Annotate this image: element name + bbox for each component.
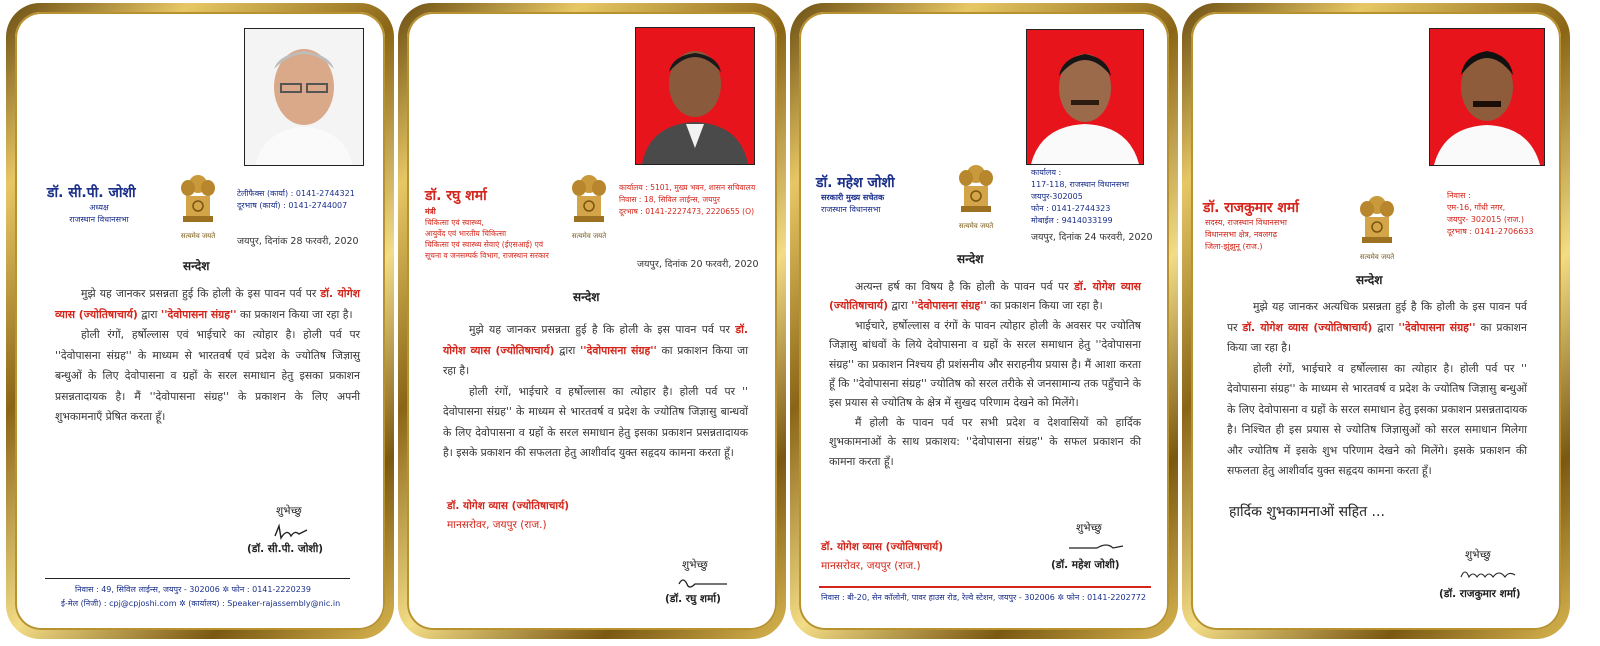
designation-line: सदस्य, राजस्थान विधानसभा bbox=[1205, 218, 1287, 227]
intro-end-text: का प्रकाशन किया जा रहा है। bbox=[443, 343, 748, 377]
book-title: ''देवोपासना संग्रह'' bbox=[579, 343, 657, 357]
signatory-name bbox=[247, 542, 323, 556]
designation-line: चिकित्सा एवं स्वास्थ्य, bbox=[425, 218, 484, 227]
addressee-name: डॉ. योगेश व्यास (ज्योतिषाचार्य) bbox=[447, 500, 570, 512]
contact-line: दूरभाष : 0141-2706633 bbox=[1447, 227, 1534, 236]
sender-designation bbox=[59, 202, 139, 226]
signature-icon bbox=[1067, 538, 1127, 554]
contact-line: टेलीफैक्स (कार्या) : 0141-2744321 bbox=[237, 189, 355, 198]
contact-block bbox=[1031, 167, 1129, 227]
connector-text: द्वारा bbox=[559, 343, 576, 357]
signatory-name bbox=[665, 592, 721, 606]
message-paragraph: मैं होली के पावन पर्व पर सभी प्रदेश व देशवासियों को हार्दिक शुभकामनाओं के साथ प्रकाशय: ''देवोपासना संग्रह'' के सफल प्रकाशन की कामना करता हूँ। bbox=[829, 415, 1141, 468]
designation-line: चिकित्सा एवं स्वास्थ्य सेवाएं (ईएसआई) एवं bbox=[425, 240, 544, 249]
signature-icon bbox=[675, 574, 731, 592]
contact-line: दूरभाष (कार्या) : 0141-2744007 bbox=[237, 201, 348, 210]
message-heading: सन्देश bbox=[573, 290, 600, 304]
message-paragraph: होली रंगों, भाईचारे व हर्षोल्लास का त्योहार है। होली पर्व पर '' देवोपासना संग्रह'' के माध्यम से भारतवर्ष व प्रदेश के ज्योतिष जिज्ञासु बान्धवों के लिए देवोपासना व ग्रहों के सरल समाधान हेतु इसका प्रकाशन प्रसन्नतादायक है। इसके प्रकाशन की सफलता हेतु आशीर्वाद युक्त सहृदय कामना करता हूँ। bbox=[443, 384, 748, 459]
message-paragraph: होली रंगों, हर्षोल्लास एवं भाईचारे का त्योहार है। होली पर्व पर ''देवोपासना संग्रह'' के माध्यम से भारतवर्ष एवं प्रदेश के ज्योतिष जिज्ञासु बन्धुओं के लिए देवोपासना व ग्रहों के सरल समाधान हेतु इसका प्रकाशन प्रसन्नतादायक है। मैं ''देवोपासना संग्रह'' के प्रकाशन के लिए अपनी शुभकामनाएँ प्रेषित करता हूँ। bbox=[55, 328, 360, 423]
portrait-photo bbox=[1026, 29, 1144, 165]
connector-text: द्वारा bbox=[1377, 320, 1394, 334]
card-content bbox=[407, 12, 777, 630]
national-emblem-icon bbox=[1357, 193, 1397, 265]
message-body bbox=[829, 277, 1141, 471]
footer-divider bbox=[45, 578, 350, 579]
designation-line: सरकारी मुख्य सचेतक bbox=[821, 193, 885, 202]
intro-text: मुझे यह जानकर प्रसन्नता हुई कि होली के इस पावन पर्व पर bbox=[81, 287, 317, 300]
author-name: डॉ. योगेश व्यास (ज्योतिषाचार्य) bbox=[1242, 320, 1373, 334]
greeting-text: शुभेच्छु bbox=[682, 559, 708, 571]
signatory-name-text: (डॉ. रघु शर्मा) bbox=[665, 593, 721, 605]
sender-name: डॉ. रघु शर्मा bbox=[425, 188, 487, 204]
intro-end-text: का प्रकाशन किया जा रहा है। bbox=[1227, 320, 1527, 354]
sender-name: डॉ. सी.पी. जोशी bbox=[47, 185, 136, 201]
author-name: डॉ. योगेश व्यास (ज्योतिषाचार्य) bbox=[55, 287, 360, 321]
designation-line: मंत्री bbox=[425, 207, 436, 216]
card-content bbox=[799, 12, 1169, 630]
book-title: ''देवोपासना संग्रह'' bbox=[911, 299, 987, 313]
signatory-name-text: (डॉ. सी.पी. जोशी) bbox=[247, 543, 324, 555]
intro-end-text: का प्रकाशन किया जा रहा है। bbox=[240, 307, 353, 321]
designation-line: जिला-झुंझुनू (राज.) bbox=[1205, 242, 1263, 251]
message-card-3 bbox=[790, 3, 1178, 639]
intro-text: मुझे यह जानकर प्रसन्नता हुई है कि होली के इस पावन पर्व पर bbox=[469, 323, 730, 336]
sender-designation bbox=[425, 206, 549, 261]
addressee-block bbox=[447, 497, 569, 535]
message-body bbox=[443, 320, 748, 464]
national-emblem-icon bbox=[956, 162, 996, 234]
contact-line: मोबाईल : 9414033199 bbox=[1031, 216, 1113, 225]
message-card-2 bbox=[398, 3, 786, 639]
contact-line: 117-118, राजस्थान विधानसभा bbox=[1031, 180, 1129, 189]
national-emblem-icon bbox=[569, 172, 609, 244]
greeting-text: शुभेच्छु bbox=[1465, 549, 1491, 561]
message-card-1 bbox=[6, 3, 394, 639]
message-heading: सन्देश bbox=[957, 252, 984, 266]
book-title: ''देवोपासना संग्रह'' bbox=[160, 307, 237, 321]
contact-line: फोन : 0141-2744323 bbox=[1031, 204, 1111, 213]
sender-designation bbox=[1205, 217, 1287, 253]
sender-name: डॉ. महेश जोशी bbox=[816, 175, 895, 191]
message-paragraph: भाईचारे, हर्षोल्लास व रंगों के पावन त्योहार होली के अवसर पर ज्योतिष जिज्ञासु बांधवों के लिये देवोपासना व ग्रहों के सरल समाधान हेतु ''देवोपासना संग्रह'' का प्रकाशन निश्चय ही प्रशंसनीय और सराहनीय प्रयास है। मैं आशा करता हूँ कि ''देवोपासना संग्रह'' ज्योतिष को सरल तरीके से जनसामान्य तक पहुँचाने के इस प्रयास से ज्योतिष के क्षेत्र में सुखद परिणाम देखने को मिलेंगे। bbox=[829, 318, 1141, 410]
intro-text: अत्यन्त हर्ष का विषय है कि होली के पावन पर्व पर bbox=[855, 280, 1069, 293]
sender-designation bbox=[821, 192, 884, 216]
designation-line: राजस्थान विधानसभा bbox=[69, 215, 129, 224]
signature-icon bbox=[273, 522, 313, 542]
signatory-name-text: (डॉ. महेश जोशी) bbox=[1051, 559, 1120, 571]
message-heading: सन्देश bbox=[1356, 273, 1383, 287]
sender-name: डॉ. राजकुमार शर्मा bbox=[1203, 200, 1299, 216]
contact-line: एम-16, गाँधी नगर, bbox=[1447, 203, 1506, 212]
designation-line: विधानसभा क्षेत्र, नवलगढ़ bbox=[1205, 230, 1278, 239]
addressee-place: मानसरोवर, जयपुर (राज.) bbox=[447, 519, 547, 531]
contact-line: कार्यालय : bbox=[1031, 168, 1062, 177]
letter-date: जयपुर, दिनांक 28 फरवरी, 2020 bbox=[237, 236, 359, 247]
greeting-text: शुभेच्छु bbox=[1076, 522, 1102, 534]
footer-email: ई-मेल (निजी) : cpj@cpjoshi.com ✲ (कार्यालय) : Speaker-rajassembly@nic.in bbox=[61, 599, 341, 608]
footer-divider bbox=[819, 586, 1151, 588]
addressee-name: डॉ. योगेश व्यास (ज्योतिषाचार्य) bbox=[821, 541, 944, 553]
message-card-4 bbox=[1182, 3, 1570, 639]
emblem-motto: सत्यमेव जयते bbox=[180, 232, 216, 240]
book-title: ''देवोपासना संग्रह'' bbox=[1398, 320, 1476, 334]
closing-wishes: हार्दिक शुभकामनाओं सहित ... bbox=[1229, 504, 1385, 520]
footer-address: निवास : 49, सिविल लाईन्स, जयपुर - 302006 ✲ फोन : 0141-2220239 bbox=[75, 585, 311, 594]
national-emblem-icon bbox=[178, 172, 218, 244]
contact-line: दूरभाष : 0141-2227473, 2220655 (O) bbox=[619, 207, 755, 216]
portrait-photo bbox=[1429, 28, 1545, 166]
contact-block bbox=[1447, 190, 1534, 238]
intro-end-text: का प्रकाशन किया जा रहा है। bbox=[990, 299, 1103, 313]
author-name: डॉ. योगेश व्यास (ज्योतिषाचार्य) bbox=[829, 280, 1141, 313]
designation-line: अध्यक्ष bbox=[89, 203, 109, 212]
message-paragraph: होली रंगों, भाईचारे व हर्षोल्लास का त्योहार है। होली पर्व पर '' देवोपासना संग्रह'' के माध्यम से भारतवर्ष व प्रदेश के ज्योतिष जिज्ञासु बन्धुओं के लिए देवोपासना व ग्रहों के सरल समाधान हेतु इसका प्रकाशन प्रसन्नतादायक है। निश्चित ही इस प्रयास से ज्योतिष जिज्ञासुओं को सरल समाधान मिलेगा और ज्योतिष में इसके शुभ परिणाम देखने को मिलेंगे। इसके प्रकाशन की सफलता हेतु आशीर्वाद युक्त सहृदय कामना करता हूँ। bbox=[1227, 361, 1527, 477]
signatory-name bbox=[1439, 587, 1521, 601]
connector-text: द्वारा bbox=[891, 299, 908, 313]
contact-line: जयपुर-302005 bbox=[1031, 192, 1083, 201]
connector-text: द्वारा bbox=[141, 307, 158, 321]
message-heading: सन्देश bbox=[183, 259, 210, 273]
signature-icon bbox=[1459, 565, 1519, 583]
letter-date: जयपुर, दिनांक 20 फरवरी, 2020 bbox=[637, 259, 759, 270]
message-body bbox=[55, 284, 360, 428]
contact-line: निवास : 18, सिविल लाईन्स, जयपुर bbox=[619, 195, 720, 204]
letter-date: जयपुर, दिनांक 24 फरवरी, 2020 bbox=[1031, 232, 1153, 243]
contact-line: कार्यालय : 5101, मुख्य भवन, शासन सचिवालय bbox=[619, 183, 756, 192]
designation-line: राजस्थान विधानसभा bbox=[821, 205, 881, 214]
addressee-block bbox=[821, 538, 943, 576]
contact-line: निवास : bbox=[1447, 191, 1471, 200]
greeting-text: शुभेच्छु bbox=[276, 505, 302, 517]
emblem-motto: सत्यमेव जयते bbox=[958, 222, 994, 230]
designation-line: आयुर्वेद एवं भारतीय चिकित्सा bbox=[425, 229, 507, 238]
card-content bbox=[15, 12, 385, 630]
contact-block bbox=[619, 182, 755, 218]
footer-address: निवास : बी-20, सेन कॉलोनी, पावर हाउस रोड, रेल्वे स्टेशन, जयपुर - 302006 ✲ फोन : 0141-2202772 bbox=[821, 593, 1146, 602]
portrait-photo bbox=[635, 27, 755, 165]
card-content bbox=[1191, 12, 1561, 630]
addressee-place: मानसरोवर, जयपुर (राज.) bbox=[821, 560, 921, 572]
portrait-photo bbox=[244, 28, 364, 166]
designation-line: सूचना व जनसम्पर्क विभाग, राजस्थान सरकार bbox=[425, 251, 549, 260]
contact-block bbox=[237, 188, 355, 212]
emblem-motto: सत्यमेव जयते bbox=[571, 232, 607, 240]
signatory-name bbox=[1051, 558, 1120, 572]
signatory-name-text: (डॉ. राजकुमार शर्मा) bbox=[1439, 588, 1521, 600]
author-name: डॉ. योगेश व्यास (ज्योतिषाचार्य) bbox=[443, 323, 748, 357]
message-body bbox=[1227, 297, 1527, 482]
emblem-motto: सत्यमेव जयते bbox=[1359, 253, 1395, 261]
contact-line: जयपुर- 302015 (राज.) bbox=[1447, 215, 1524, 224]
intro-text: मुझे यह जानकर अत्यधिक प्रसन्नता हुई है कि होली के इस पावन पर्व पर bbox=[1227, 300, 1527, 334]
